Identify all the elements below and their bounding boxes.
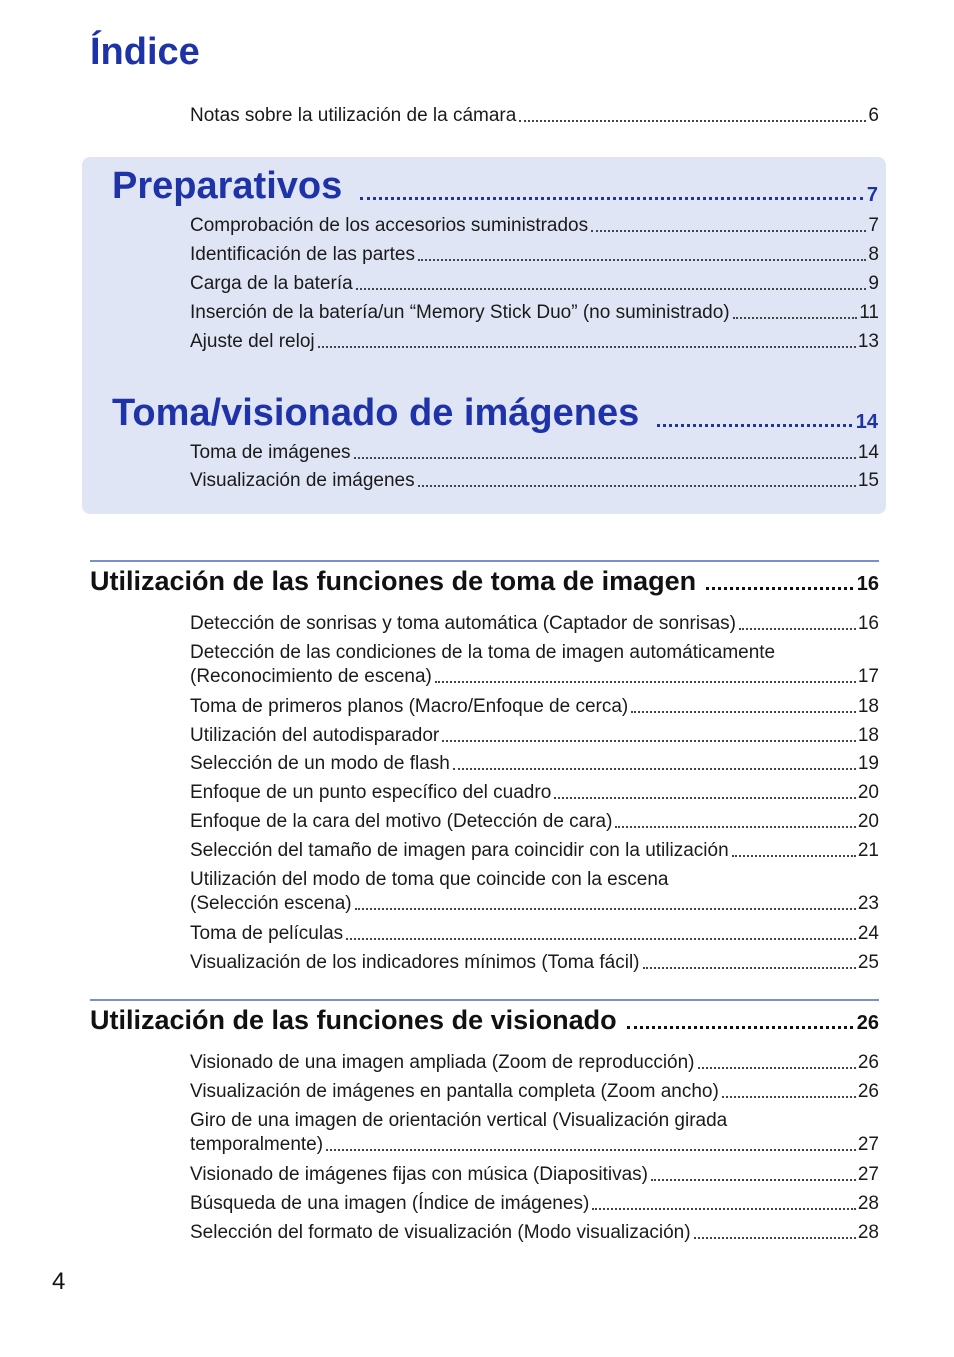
toc-entry-page: 6 <box>868 105 879 126</box>
dot-leader <box>698 1067 856 1069</box>
toc-entry[interactable] <box>190 922 879 946</box>
toc-entry-text: Enfoque de la cara del motivo (Detección de cara) <box>190 811 613 832</box>
toc-entry-text: Utilización del autodisparador <box>190 725 440 746</box>
toc-entry-text: Comprobación de los accesorios suministrados <box>190 215 589 236</box>
toc-entry-continuation <box>190 665 879 689</box>
toc-entry-text: Carga de la batería <box>190 273 353 294</box>
section-title: Toma/visionado de imágenes <box>112 392 640 434</box>
dot-leader <box>435 681 856 683</box>
dot-leader <box>722 1096 856 1098</box>
dot-leader <box>360 197 863 200</box>
toc-entry-text: Toma de imágenes <box>190 442 351 463</box>
section-page: 26 <box>856 1012 879 1034</box>
toc-entry[interactable] <box>190 1192 879 1216</box>
dot-leader <box>354 457 856 459</box>
toc-entry-page: 24 <box>857 923 879 944</box>
toc-entry-text: Utilización del modo de toma que coincide con la escena <box>190 869 669 890</box>
dot-leader <box>643 967 856 969</box>
toc-entry-text: Búsqueda de una imagen (Índice de imágenes) <box>190 1193 590 1214</box>
toc-entry-page: 27 <box>857 1134 879 1155</box>
dot-leader <box>694 1237 856 1239</box>
toc-entry[interactable] <box>190 612 879 636</box>
toc-entry[interactable] <box>190 1221 879 1245</box>
toc-entry-page: 16 <box>857 613 879 634</box>
toc-entry-page: 25 <box>857 952 879 973</box>
toc-entry[interactable] <box>190 839 879 863</box>
toc-entry-page: 14 <box>857 442 879 463</box>
toc-entry[interactable] <box>190 1109 879 1157</box>
toc-entry[interactable] <box>190 272 879 296</box>
toc-entry-page: 9 <box>868 273 879 294</box>
toc-entry-text: Detección de sonrisas y toma automática (Captador de sonrisas) <box>190 613 736 634</box>
section-page: 16 <box>856 573 879 595</box>
section-divider <box>90 999 879 1001</box>
toc-entry-page: 18 <box>857 725 879 746</box>
dot-leader <box>346 938 856 940</box>
dot-leader <box>706 587 853 590</box>
toc-entry[interactable] <box>190 469 879 493</box>
toc-entry[interactable] <box>190 810 879 834</box>
toc-entry-page: 26 <box>857 1052 879 1073</box>
dot-leader <box>733 317 858 319</box>
section-page: 14 <box>855 411 878 433</box>
dot-leader <box>591 230 866 232</box>
toc-entry-page: 15 <box>857 470 879 491</box>
dot-leader <box>739 628 856 630</box>
toc-entry-page: 27 <box>857 1164 879 1185</box>
toc-entry-text: (Selección escena) <box>190 893 352 914</box>
toc-entry[interactable] <box>190 724 879 748</box>
toc-entry-text: Toma de películas <box>190 923 344 944</box>
dot-leader <box>418 485 856 487</box>
section-heading-preparativos[interactable] <box>112 163 878 209</box>
toc-entry[interactable] <box>190 1051 879 1075</box>
dot-leader <box>627 1026 853 1029</box>
toc-entry[interactable] <box>190 441 879 465</box>
dot-leader <box>657 424 852 427</box>
toc-entry-text: Visionado de una imagen ampliada (Zoom de reproducción) <box>190 1052 695 1073</box>
toc-entry-page: 7 <box>868 215 879 236</box>
page-title: Índice <box>90 31 200 73</box>
toc-entry-page: 26 <box>857 1081 879 1102</box>
toc-entry-text: (Reconocimiento de escena) <box>190 666 432 687</box>
toc-entry-page: 28 <box>857 1222 879 1243</box>
toc-entry-text: Visualización de los indicadores mínimos (Toma fácil) <box>190 952 640 973</box>
section-heading-funciones-toma[interactable] <box>90 564 879 598</box>
toc-entry-text: Notas sobre la utilización de la cámara <box>190 105 517 126</box>
toc-entry-text: Visualización de imágenes en pantalla completa (Zoom ancho) <box>190 1081 719 1102</box>
toc-entry-text: Selección del tamaño de imagen para coincidir con la utilización <box>190 840 729 861</box>
toc-entry-text: Selección de un modo de flash <box>190 753 450 774</box>
toc-entry-text: Visionado de imágenes fijas con música (Diapositivas) <box>190 1164 648 1185</box>
toc-entry[interactable] <box>190 301 879 325</box>
dot-leader <box>554 797 856 799</box>
toc-entry-text: Enfoque de un punto específico del cuadro <box>190 782 552 803</box>
toc-entry-page: 18 <box>857 696 879 717</box>
toc-entry[interactable] <box>190 752 879 776</box>
section-heading-funciones-visionado[interactable] <box>90 1003 879 1037</box>
dot-leader <box>519 120 866 122</box>
toc-entry-text: Toma de primeros planos (Macro/Enfoque de cerca) <box>190 696 629 717</box>
section-title: Utilización de las funciones de toma de imagen <box>90 566 697 596</box>
dot-leader <box>732 855 856 857</box>
section-heading-toma-visionado[interactable] <box>112 390 878 436</box>
toc-entry-text: temporalmente) <box>190 1134 324 1155</box>
dot-leader <box>326 1149 856 1151</box>
toc-entry[interactable] <box>190 781 879 805</box>
dot-leader <box>355 908 856 910</box>
toc-entry-page: 20 <box>857 811 879 832</box>
toc-entry-continuation <box>190 892 879 916</box>
section-divider <box>90 560 879 562</box>
toc-entry-page: 17 <box>857 666 879 687</box>
toc-entry[interactable] <box>190 951 879 975</box>
toc-entry[interactable] <box>190 243 879 267</box>
toc-entry-page: 13 <box>857 331 879 352</box>
toc-entry[interactable] <box>190 868 879 916</box>
toc-entry-notas[interactable] <box>190 104 879 128</box>
toc-entry-text: Visualización de imágenes <box>190 470 415 491</box>
toc-entry-page: 11 <box>859 302 879 323</box>
section-page: 7 <box>866 184 878 206</box>
toc-entry[interactable] <box>190 695 879 719</box>
dot-leader <box>318 346 856 348</box>
section-title: Utilización de las funciones de visionado <box>90 1005 617 1035</box>
toc-entry[interactable] <box>190 330 879 354</box>
dot-leader <box>356 288 867 290</box>
toc-entry-page: 20 <box>857 782 879 803</box>
toc-entry-text: Detección de las condiciones de la toma de imagen automáticamente <box>190 642 776 663</box>
toc-entry-page: 19 <box>857 753 879 774</box>
toc-entry-page: 21 <box>857 840 879 861</box>
dot-leader <box>418 259 866 261</box>
toc-entry-text: Ajuste del reloj <box>190 331 315 352</box>
toc-entry-page: 23 <box>857 893 879 914</box>
toc-entry[interactable] <box>190 641 879 689</box>
toc-entry-page: 8 <box>868 244 879 265</box>
dot-leader <box>631 711 856 713</box>
toc-entry-text: Selección del formato de visualización (Modo visualización) <box>190 1222 691 1243</box>
toc-entry-page: 28 <box>857 1193 879 1214</box>
toc-entry[interactable] <box>190 214 879 238</box>
dot-leader <box>651 1179 856 1181</box>
page-number: 4 <box>52 1268 66 1295</box>
toc-entry[interactable] <box>190 1163 879 1187</box>
toc-entry-continuation <box>190 1133 879 1157</box>
toc-entry-text: Inserción de la batería/un “Memory Stick Duo” (no suministrado) <box>190 302 730 323</box>
toc-entry[interactable] <box>190 1080 879 1104</box>
toc-entry-text: Identificación de las partes <box>190 244 415 265</box>
dot-leader <box>592 1208 856 1210</box>
dot-leader <box>453 768 856 770</box>
dot-leader <box>615 826 855 828</box>
dot-leader <box>442 740 856 742</box>
section-title: Preparativos <box>112 165 343 207</box>
toc-entry-text: Giro de una imagen de orientación vertical (Visualización girada <box>190 1110 728 1131</box>
